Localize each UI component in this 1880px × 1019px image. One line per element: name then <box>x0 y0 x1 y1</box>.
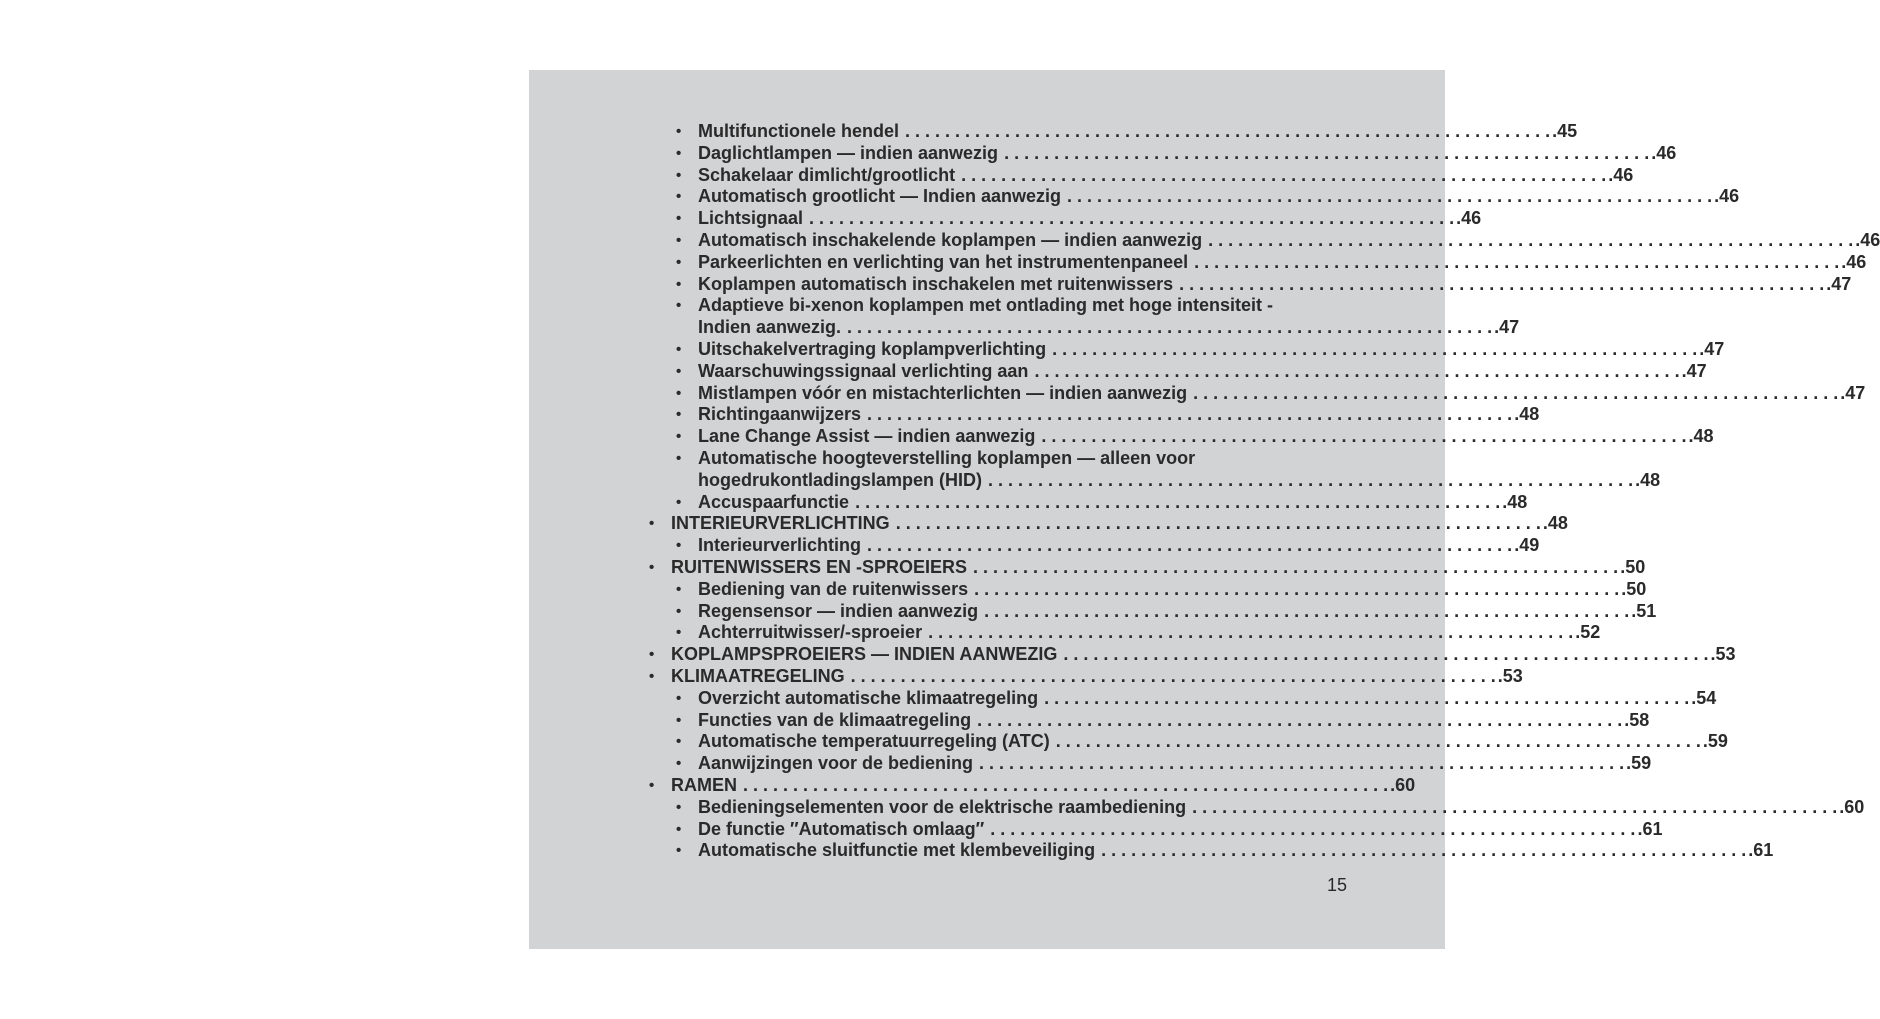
bullet-icon: • <box>676 188 682 206</box>
toc-entry[interactable] <box>644 622 1601 644</box>
bullet-icon: • <box>676 123 682 140</box>
dot-leader: . . . . . . . . . . . . . . . . . . . . . . . . . . . . . . . . . . . . . . . . . . . . . . . . . . . . . . . . . . . . . . . . . <box>850 665 1496 686</box>
dot-leader: . . . . . . . . . . . . . . . . . . . . . . . . . . . . . . . . . . . . . . . . . . . . . . . . . . . . . . . . . . . . . . . . . <box>984 600 1630 621</box>
toc-entry[interactable] <box>644 251 1867 274</box>
toc-entry-title: RUITENWISSERS EN -SPROEIERS <box>671 556 968 577</box>
dot-leader: . . . . . . . . . . . . . . . . . . . . . . . . . . . . . . . . . . . . . . . . . . . . . . . . . . . . . . . . . . . . . . . . . <box>973 556 1619 577</box>
toc-entry-title: Automatisch grootlicht — Indien aanwezig <box>698 186 1062 207</box>
toc-entry-page: .50 <box>1621 578 1647 599</box>
bullet-icon: • <box>649 667 655 685</box>
toc-entry[interactable] <box>644 208 1482 230</box>
dot-leader: . . . . . . . . . . . . . . . . . . . . . . . . . . . . . . . . . . . . . . . . . . . . . . . . . . . . . . . . . . . . . . . . . <box>1208 229 1854 250</box>
toc-entry[interactable] <box>644 818 1663 841</box>
toc-entry-title: Uitschakelvertraging koplampverlichting <box>698 338 1047 359</box>
toc-entry-title: Adaptieve bi-xenon koplampen met ontlading met hoge intensiteit - <box>698 295 1274 316</box>
dot-leader: . . . . . . . . . . . . . . . . . . . . . . . . . . . . . . . . . . . . . . . . . . . . . . . . . . . . . . . . . . . . . . . . . <box>974 578 1620 599</box>
toc-entry-page: .52 <box>1575 622 1601 643</box>
dot-leader: . . . . . . . . . . . . . . . . . . . . . . . . . . . . . . . . . . . . . . . . . . . . . . . . . . . . . . . . . . . . . . . . . <box>1193 382 1839 403</box>
toc-entry-title: Multifunctionele hendel <box>698 121 899 141</box>
dot-leader: . . . . . . . . . . . . . . . . . . . . . . . . . . . . . . . . . . . . . . . . . . . . . . . . . . . . . . . . . . . . . . . . . <box>1063 644 1709 665</box>
toc-entry-title: Bedieningselementen voor de elektrische raambediening <box>698 796 1187 817</box>
toc-entry-page: .46 <box>1841 251 1867 272</box>
toc-entry-page: .53 <box>1497 665 1523 686</box>
toc-entry-title-continued: hogedrukontladingslampen (HID) <box>698 469 983 490</box>
dot-leader: . . . . . . . . . . . . . . . . . . . . . . . . . . . . . . . . . . . . . . . . . . . . . . . . . . . . . . . . . . . . . . . . . <box>1044 687 1690 708</box>
toc-entry-title: Automatische sluitfunctie met klembeveiliging <box>698 840 1096 861</box>
bullet-icon: • <box>676 580 682 598</box>
bullet-icon: • <box>649 558 655 576</box>
toc-entry[interactable] <box>644 600 1657 623</box>
toc-entry[interactable] <box>644 164 1634 187</box>
manual-page <box>529 70 1880 949</box>
toc-entry-title: Interieurverlichting <box>698 535 862 556</box>
toc-entry-page: .48 <box>1542 513 1568 534</box>
toc-entry[interactable] <box>644 273 1852 296</box>
toc-entry[interactable] <box>644 491 1528 514</box>
toc-entry-title: Waarschuwingssignaal verlichting aan <box>698 360 1029 381</box>
bullet-icon: • <box>676 340 682 358</box>
toc-entry[interactable] <box>644 796 1865 819</box>
dot-leader: . . . . . . . . . . . . . . . . . . . . . . . . . . . . . . . . . . . . . . . . . . . . . . . . . . . . . . . . . . . . . . . . . <box>847 317 1493 338</box>
bullet-icon: • <box>676 253 682 271</box>
dot-leader: . . . . . . . . . . . . . . . . . . . . . . . . . . . . . . . . . . . . . . . . . . . . . . . . . . . . . . . . . . . . . . . . . <box>979 753 1625 774</box>
toc-entry-title: Aanwijzingen voor de bediening <box>698 753 974 774</box>
dot-leader: . . . . . . . . . . . . . . . . . . . . . . . . . . . . . . . . . . . . . . . . . . . . . . . . . . . . . . . . . . . . . . . . . <box>961 164 1607 185</box>
toc-entry-title: Functies van de klimaatregeling <box>698 709 972 730</box>
toc-entry-title-continued: Indien aanwezig. <box>698 317 842 338</box>
toc-entry-title: Mistlampen vóór en mistachterlichten — indien aanwezig <box>698 382 1188 403</box>
toc-entry-page: .47 <box>1699 338 1725 359</box>
toc-entry[interactable] <box>644 426 1714 448</box>
bullet-icon: • <box>676 842 682 860</box>
toc-entry-page: .47 <box>1840 382 1866 403</box>
bullet-icon: • <box>676 275 682 293</box>
bullet-icon: • <box>676 231 682 249</box>
dot-leader: . . . . . . . . . . . . . . . . . . . . . . . . . . . . . . . . . . . . . . . . . . . . . . . . . . . . . . . . . . . . . . . . . <box>1034 360 1680 381</box>
toc-entry-page: .60 <box>1390 774 1416 795</box>
toc-entry-title: Richtingaanwijzers <box>698 404 862 425</box>
toc-entry-title: Lane Change Assist — indien aanwezig <box>698 426 1036 447</box>
bullet-icon: • <box>676 449 682 467</box>
toc-entry[interactable] <box>644 753 1652 775</box>
bullet-icon: • <box>676 428 682 446</box>
dot-leader: . . . . . . . . . . . . . . . . . . . . . . . . . . . . . . . . . . . . . . . . . . . . . . . . . . . . . . . . . . . . . . . . . <box>1067 186 1713 207</box>
toc-entry-page: .54 <box>1691 687 1717 708</box>
dot-leader: . . . . . . . . . . . . . . . . . . . . . . . . . . . . . . . . . . . . . . . . . . . . . . . . . . . . . . . . . . . . . . . . . <box>1004 142 1650 163</box>
toc-entry[interactable] <box>644 382 1866 405</box>
bullet-icon: • <box>676 537 682 555</box>
dot-leader: . . . . . . . . . . . . . . . . . . . . . . . . . . . . . . . . . . . . . . . . . . . . . . . . . . . . . . . . . . . . . . . . . <box>867 535 1513 556</box>
dot-leader: . . . . . . . . . . . . . . . . . . . . . . . . . . . . . . . . . . . . . . . . . . . . . . . . . . . . . . . . . . . . . . . . . <box>988 469 1634 490</box>
bullet-icon: • <box>676 733 682 751</box>
toc-entry-page: .50 <box>1620 556 1646 577</box>
toc-entry[interactable] <box>644 229 1880 252</box>
toc-entry[interactable] <box>644 186 1740 208</box>
toc-entry-page: .47 <box>1826 273 1852 294</box>
bullet-icon: • <box>676 798 682 816</box>
toc-entry-page: .53 <box>1710 644 1736 665</box>
toc-entry[interactable] <box>644 295 1520 339</box>
toc-entry-page: .61 <box>1637 818 1663 839</box>
toc-entry-page: .46 <box>1608 164 1634 185</box>
toc-entry-title: Automatische hoogteverstelling koplampen — alleen voor <box>698 447 1196 468</box>
table-of-contents <box>644 121 1880 862</box>
toc-entry-title: KOPLAMPSPROEIERS — INDIEN AANWEZIG <box>671 644 1058 665</box>
toc-entry-page: .58 <box>1624 709 1650 730</box>
bullet-icon: • <box>676 384 682 402</box>
toc-entry-title: Koplampen automatisch inschakelen met ruitenwissers <box>698 273 1174 294</box>
dot-leader: . . . . . . . . . . . . . . . . . . . . . . . . . . . . . . . . . . . . . . . . . . . . . . . . . . . . . . . . . . . . . . . . . <box>1101 840 1747 861</box>
toc-entry-page: .48 <box>1688 426 1714 447</box>
toc-entry-page: .59 <box>1626 753 1652 774</box>
bullet-icon: • <box>676 711 682 729</box>
toc-entry-page: .49 <box>1514 535 1540 556</box>
toc-entry-page: .47 <box>1494 317 1520 338</box>
bullet-icon: • <box>649 515 655 533</box>
toc-entry-title: Bediening van de ruitenwissers <box>698 578 969 599</box>
toc-entry-title: Lichtsignaal <box>698 208 804 229</box>
dot-leader: . . . . . . . . . . . . . . . . . . . . . . . . . . . . . . . . . . . . . . . . . . . . . . . . . . . . . . . . . . . . . . . . . <box>1055 731 1701 752</box>
dot-leader: . . . . . . . . . . . . . . . . . . . . . . . . . . . . . . . . . . . . . . . . . . . . . . . . . . . . . . . . . . . . . . . . . <box>928 622 1574 643</box>
bullet-icon: • <box>676 166 682 184</box>
toc-entry-title: INTERIEURVERLICHTING <box>671 513 890 534</box>
toc-entry-page: .48 <box>1635 469 1661 490</box>
toc-entry-title: Parkeerlichten en verlichting van het instrumentenpaneel <box>698 251 1189 272</box>
toc-entry-title: KLIMAATREGELING <box>671 665 845 686</box>
dot-leader: . . . . . . . . . . . . . . . . . . . . . . . . . . . . . . . . . . . . . . . . . . . . . . . . . . . . . . . . . . . . . . . . . <box>1052 338 1698 359</box>
toc-entry-title: Accuspaarfunctie <box>698 491 850 512</box>
toc-entry[interactable] <box>644 578 1647 601</box>
toc-entry-title: Achterruitwisser/-sproeier <box>698 622 923 643</box>
toc-entry-page: .46 <box>1855 229 1880 250</box>
toc-entry[interactable] <box>644 513 1568 535</box>
toc-entry-page: .47 <box>1681 360 1707 381</box>
bullet-icon: • <box>676 602 682 620</box>
bullet-icon: • <box>676 406 682 424</box>
dot-leader: . . . . . . . . . . . . . . . . . . . . . . . . . . . . . . . . . . . . . . . . . . . . . . . . . . . . . . . . . . . . . . . . . <box>895 513 1541 534</box>
toc-entry-page: .51 <box>1631 600 1657 621</box>
toc-entry[interactable] <box>644 535 1540 557</box>
dot-leader: . . . . . . . . . . . . . . . . . . . . . . . . . . . . . . . . . . . . . . . . . . . . . . . . . . . . . . . . . . . . . . . . . <box>905 121 1551 141</box>
toc-entry-page: .59 <box>1702 731 1728 752</box>
toc-entry-page: .48 <box>1514 404 1540 425</box>
toc-entry[interactable] <box>644 360 1707 383</box>
toc-entry-title: Overzicht automatische klimaatregeling <box>698 687 1039 708</box>
page-number: 15 <box>1326 875 1347 895</box>
toc-entry[interactable] <box>644 556 1646 579</box>
dot-leader: . . . . . . . . . . . . . . . . . . . . . . . . . . . . . . . . . . . . . . . . . . . . . . . . . . . . . . . . . . . . . . . . . <box>1194 251 1840 272</box>
toc-entry[interactable] <box>644 447 1661 492</box>
toc-entry-page: .60 <box>1839 796 1865 817</box>
bullet-icon: • <box>676 624 682 642</box>
dot-leader: . . . . . . . . . . . . . . . . . . . . . . . . . . . . . . . . . . . . . . . . . . . . . . . . . . . . . . . . . . . . . . . . . <box>990 818 1636 839</box>
toc-entry-page: .45 <box>1552 121 1578 141</box>
toc-entry-page: .46 <box>1651 142 1677 163</box>
toc-entry[interactable] <box>644 665 1523 688</box>
toc-entry[interactable] <box>644 404 1540 426</box>
toc-entry[interactable] <box>644 142 1677 165</box>
dot-leader: . . . . . . . . . . . . . . . . . . . . . . . . . . . . . . . . . . . . . . . . . . . . . . . . . . . . . . . . . . . . . . . . . <box>1041 426 1687 447</box>
bullet-icon: • <box>676 689 682 707</box>
toc-entry-page: .46 <box>1456 208 1482 229</box>
toc-entry[interactable] <box>644 121 1578 143</box>
dot-leader: . . . . . . . . . . . . . . . . . . . . . . . . . . . . . . . . . . . . . . . . . . . . . . . . . . . . . . . . . . . . . . . . . <box>855 491 1501 512</box>
toc-entry[interactable] <box>644 840 1774 862</box>
toc-entry-page: .61 <box>1748 840 1774 861</box>
toc-entry[interactable] <box>644 338 1725 361</box>
bullet-icon: • <box>676 755 682 773</box>
dot-leader: . . . . . . . . . . . . . . . . . . . . . . . . . . . . . . . . . . . . . . . . . . . . . . . . . . . . . . . . . . . . . . . . . <box>743 774 1389 795</box>
toc-entry-title: Regensensor — indien aanwezig <box>698 600 979 621</box>
bullet-icon: • <box>676 362 682 380</box>
toc-entry[interactable] <box>644 731 1728 753</box>
toc-entry-title: De functie ″Automatisch omlaag″ <box>698 818 985 839</box>
bullet-icon: • <box>676 820 682 838</box>
toc-entry-title: Daglichtlampen — indien aanwezig <box>698 142 999 163</box>
toc-entry-title: Schakelaar dimlicht/grootlicht <box>698 164 956 185</box>
dot-leader: . . . . . . . . . . . . . . . . . . . . . . . . . . . . . . . . . . . . . . . . . . . . . . . . . . . . . . . . . . . . . . . . . <box>977 709 1623 730</box>
toc-entry-title: Automatische temperatuurregeling (ATC) <box>698 731 1050 752</box>
bullet-icon: • <box>676 493 682 511</box>
bullet-icon: • <box>649 776 655 794</box>
dot-leader: . . . . . . . . . . . . . . . . . . . . . . . . . . . . . . . . . . . . . . . . . . . . . . . . . . . . . . . . . . . . . . . . . <box>1179 273 1825 294</box>
bullet-icon: • <box>676 210 682 228</box>
dot-leader: . . . . . . . . . . . . . . . . . . . . . . . . . . . . . . . . . . . . . . . . . . . . . . . . . . . . . . . . . . . . . . . . . <box>1192 796 1838 817</box>
bullet-icon: • <box>676 297 682 315</box>
toc-entry[interactable] <box>644 644 1736 666</box>
toc-entry-page: .48 <box>1502 491 1528 512</box>
dot-leader: . . . . . . . . . . . . . . . . . . . . . . . . . . . . . . . . . . . . . . . . . . . . . . . . . . . . . . . . . . . . . . . . . <box>867 404 1513 425</box>
toc-entry-title: Automatisch inschakelende koplampen — indien aanwezig <box>698 229 1203 250</box>
toc-entry[interactable] <box>644 687 1717 710</box>
toc-entry-title: RAMEN <box>671 774 737 795</box>
toc-entry[interactable] <box>644 709 1650 732</box>
toc-entry[interactable] <box>644 774 1416 797</box>
bullet-icon: • <box>649 646 655 664</box>
bullet-icon: • <box>676 144 682 162</box>
toc-entry-page: .46 <box>1714 186 1740 207</box>
dot-leader: . . . . . . . . . . . . . . . . . . . . . . . . . . . . . . . . . . . . . . . . . . . . . . . . . . . . . . . . . . . . . . . . . <box>809 208 1455 229</box>
